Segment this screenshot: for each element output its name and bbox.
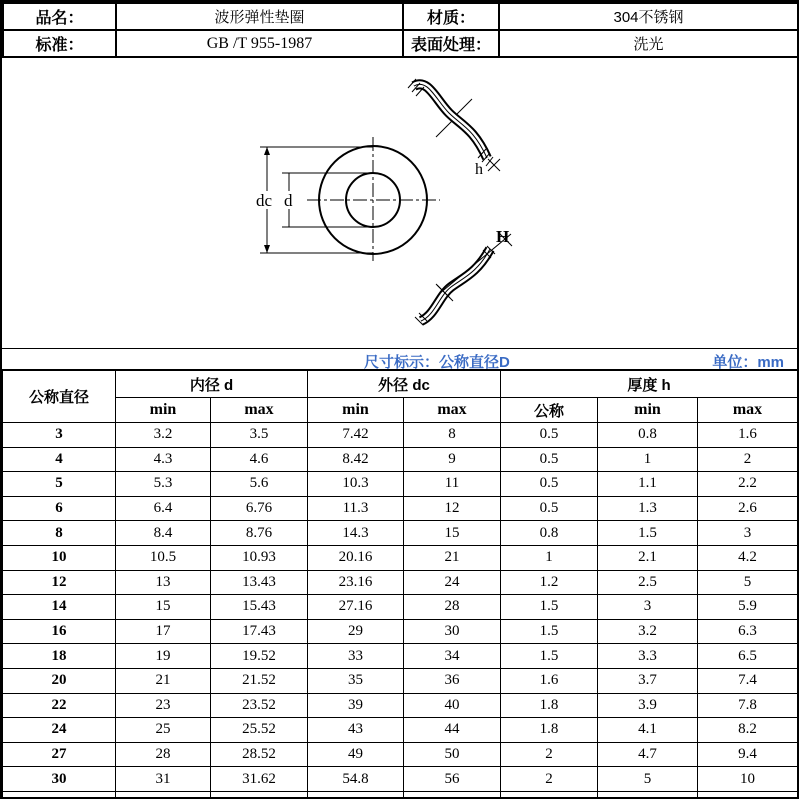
table-row-clipped <box>3 791 798 799</box>
table-row <box>3 447 798 472</box>
table-cell: 3.7 <box>598 668 698 693</box>
table-cell: 29 <box>308 619 404 644</box>
table-row <box>3 668 798 693</box>
table-cell <box>211 791 308 799</box>
table-cell: 7.4 <box>698 668 798 693</box>
table-cell: 25.52 <box>211 718 308 743</box>
table-cell: 6.76 <box>211 496 308 521</box>
row-header-cell: 8 <box>3 521 116 546</box>
table-cell: 3.2 <box>598 619 698 644</box>
table-cell: 20.16 <box>308 545 404 570</box>
row-header-cell: 16 <box>3 619 116 644</box>
sub-header-min: min <box>308 398 404 423</box>
table-row <box>3 644 798 669</box>
washer-technical-drawing <box>2 58 797 348</box>
table-cell: 0.8 <box>598 423 698 448</box>
table-cell: 2 <box>501 742 598 767</box>
arrowhead <box>264 147 270 155</box>
table-cell: 30 <box>404 619 501 644</box>
table-cell: 1.5 <box>501 619 598 644</box>
standard-label: 标准： <box>3 30 116 57</box>
table-cell: 50 <box>404 742 501 767</box>
table-cell: 4.3 <box>116 447 211 472</box>
table-cell: 34 <box>404 644 501 669</box>
table-cell: 43 <box>308 718 404 743</box>
table-cell: 8.42 <box>308 447 404 472</box>
table-cell: 3.9 <box>598 693 698 718</box>
col-header-outer-diameter: 外径 dc <box>308 371 501 398</box>
table-cell: 28.52 <box>211 742 308 767</box>
table-cell: 4.7 <box>598 742 698 767</box>
table-cell: 0.5 <box>501 496 598 521</box>
row-header-cell: 14 <box>3 595 116 620</box>
table-row <box>3 718 798 743</box>
table-cell: 0.5 <box>501 423 598 448</box>
table-cell: 25 <box>116 718 211 743</box>
hatch-line <box>486 157 493 166</box>
table-cell: 2 <box>698 447 798 472</box>
h-thickness-label: h <box>475 161 483 178</box>
H-height-label: H <box>496 227 510 246</box>
table-cell: 15.43 <box>211 595 308 620</box>
row-header-cell: 22 <box>3 693 116 718</box>
table-cell: 11.3 <box>308 496 404 521</box>
row-header-cell: 12 <box>3 570 116 595</box>
row-header-cell: 3 <box>3 423 116 448</box>
header-row-sub <box>3 398 798 423</box>
col-header-thickness: 厚度 h <box>501 371 798 398</box>
table-cell <box>598 791 698 799</box>
table-row <box>3 693 798 718</box>
product-name-value: 波形弹性垫圈 <box>116 3 403 30</box>
surface-finish-label: 表面处理： <box>403 30 499 57</box>
table-cell: 31 <box>116 767 211 792</box>
table-cell: 10.5 <box>116 545 211 570</box>
surface-finish-value: 洗光 <box>499 30 798 57</box>
table-row <box>3 521 798 546</box>
table-cell: 9.4 <box>698 742 798 767</box>
table-cell: 40 <box>404 693 501 718</box>
table-cell <box>116 791 211 799</box>
header-row-groups <box>3 371 798 398</box>
table-row <box>3 472 798 497</box>
material-label: 材质： <box>403 3 499 30</box>
table-cell: 1 <box>501 545 598 570</box>
table-row <box>3 619 798 644</box>
table-cell: 23 <box>116 693 211 718</box>
table-cell: 1.5 <box>598 521 698 546</box>
table-cell: 6.5 <box>698 644 798 669</box>
table-cell: 1.8 <box>501 718 598 743</box>
table-cell: 2.2 <box>698 472 798 497</box>
col-header-nominal-diameter: 公称直径 <box>3 371 116 423</box>
table-cell: 5 <box>598 767 698 792</box>
spec-table <box>2 370 798 799</box>
dc-dimension-label: dc <box>256 191 273 210</box>
row-header-cell: 20 <box>3 668 116 693</box>
table-row <box>3 570 798 595</box>
sub-header-max: max <box>698 398 798 423</box>
table-cell: 33 <box>308 644 404 669</box>
table-cell: 1.1 <box>598 472 698 497</box>
table-cell: 4.1 <box>598 718 698 743</box>
table-cell: 24 <box>404 570 501 595</box>
table-row <box>3 742 798 767</box>
table-cell: 11 <box>404 472 501 497</box>
table-cell: 0.5 <box>501 447 598 472</box>
table-cell: 4.2 <box>698 545 798 570</box>
dimension-note-row <box>2 348 797 370</box>
table-cell: 27.16 <box>308 595 404 620</box>
table-cell: 28 <box>404 595 501 620</box>
table-row <box>3 595 798 620</box>
table-cell: 1.8 <box>501 693 598 718</box>
row-header-cell: 4 <box>3 447 116 472</box>
table-cell: 13 <box>116 570 211 595</box>
table-row <box>3 545 798 570</box>
table-cell: 7.42 <box>308 423 404 448</box>
table-cell: 3.5 <box>211 423 308 448</box>
table-cell: 0.8 <box>501 521 598 546</box>
info-row-1 <box>3 3 798 30</box>
table-cell: 49 <box>308 742 404 767</box>
unit-note: 单位：mm <box>712 354 784 371</box>
table-cell: 2.1 <box>598 545 698 570</box>
table-cell: 17.43 <box>211 619 308 644</box>
table-cell: 1.3 <box>598 496 698 521</box>
table-cell: 39 <box>308 693 404 718</box>
table-cell: 1.5 <box>501 595 598 620</box>
table-cell: 1 <box>598 447 698 472</box>
table-cell <box>404 791 501 799</box>
tick <box>456 99 472 115</box>
table-cell: 19.52 <box>211 644 308 669</box>
table-cell: 2.5 <box>598 570 698 595</box>
material-value: 304不锈钢 <box>499 3 798 30</box>
table-cell: 10.3 <box>308 472 404 497</box>
table-cell: 3.3 <box>598 644 698 669</box>
standard-value: GB /T 955-1987 <box>116 30 403 57</box>
spec-table-body <box>3 423 798 799</box>
table-cell: 3.2 <box>116 423 211 448</box>
d-dimension-label: d <box>284 191 293 210</box>
table-cell: 23.16 <box>308 570 404 595</box>
table-cell: 15 <box>404 521 501 546</box>
table-cell: 7.8 <box>698 693 798 718</box>
table-cell: 4.6 <box>211 447 308 472</box>
table-cell: 17 <box>116 619 211 644</box>
table-cell: 44 <box>404 718 501 743</box>
table-cell: 8.4 <box>116 521 211 546</box>
info-row-2 <box>3 30 798 57</box>
table-cell: 2.6 <box>698 496 798 521</box>
table-cell: 10.93 <box>211 545 308 570</box>
table-row <box>3 496 798 521</box>
table-cell: 36 <box>404 668 501 693</box>
side-view-compressed <box>408 79 500 178</box>
table-cell: 2 <box>501 767 598 792</box>
table-cell: 21 <box>404 545 501 570</box>
sub-header-nominal: 公称 <box>501 398 598 423</box>
table-cell: 12 <box>404 496 501 521</box>
table-cell: 6.3 <box>698 619 798 644</box>
table-cell: 1.5 <box>501 644 598 669</box>
table-cell: 5 <box>698 570 798 595</box>
table-cell: 14.3 <box>308 521 404 546</box>
table-cell: 3 <box>598 595 698 620</box>
table-cell: 1.2 <box>501 570 598 595</box>
tick <box>436 121 452 137</box>
table-cell: 5.9 <box>698 595 798 620</box>
row-header-cell: 10 <box>3 545 116 570</box>
side-view-free <box>415 227 512 325</box>
table-cell: 21 <box>116 668 211 693</box>
row-header-cell: 24 <box>3 718 116 743</box>
table-cell: 21.52 <box>211 668 308 693</box>
table-cell: 5.6 <box>211 472 308 497</box>
sub-header-max: max <box>404 398 501 423</box>
table-cell <box>698 791 798 799</box>
table-cell: 10 <box>698 767 798 792</box>
table-cell: 54.8 <box>308 767 404 792</box>
table-cell: 6.4 <box>116 496 211 521</box>
table-cell: 5.3 <box>116 472 211 497</box>
table-cell: 13.43 <box>211 570 308 595</box>
table-row <box>3 423 798 448</box>
table-cell: 31.62 <box>211 767 308 792</box>
row-header-cell: 30 <box>3 767 116 792</box>
sub-header-min: min <box>116 398 211 423</box>
table-cell: 3 <box>698 521 798 546</box>
table-row <box>3 767 798 792</box>
drawing-area <box>2 58 797 348</box>
dimension-marking-note: 尺寸标示：公称直径D <box>364 354 510 371</box>
table-cell: 28 <box>116 742 211 767</box>
table-cell: 19 <box>116 644 211 669</box>
arrowhead <box>264 245 270 253</box>
product-name-label: 品名： <box>3 3 116 30</box>
row-header-cell: 27 <box>3 742 116 767</box>
table-cell <box>3 791 116 799</box>
row-header-cell: 6 <box>3 496 116 521</box>
sub-header-min: min <box>598 398 698 423</box>
table-cell: 15 <box>116 595 211 620</box>
sub-header-max: max <box>211 398 308 423</box>
table-cell <box>308 791 404 799</box>
table-cell <box>501 791 598 799</box>
row-header-cell: 18 <box>3 644 116 669</box>
table-cell: 0.5 <box>501 472 598 497</box>
row-header-cell: 5 <box>3 472 116 497</box>
table-cell: 23.52 <box>211 693 308 718</box>
table-cell: 1.6 <box>501 668 598 693</box>
product-info-table <box>2 2 799 58</box>
table-cell: 8.2 <box>698 718 798 743</box>
table-cell: 35 <box>308 668 404 693</box>
table-cell: 1.6 <box>698 423 798 448</box>
table-cell: 8 <box>404 423 501 448</box>
col-header-inner-diameter: 内径 d <box>116 371 308 398</box>
table-cell: 9 <box>404 447 501 472</box>
table-cell: 8.76 <box>211 521 308 546</box>
table-cell: 56 <box>404 767 501 792</box>
